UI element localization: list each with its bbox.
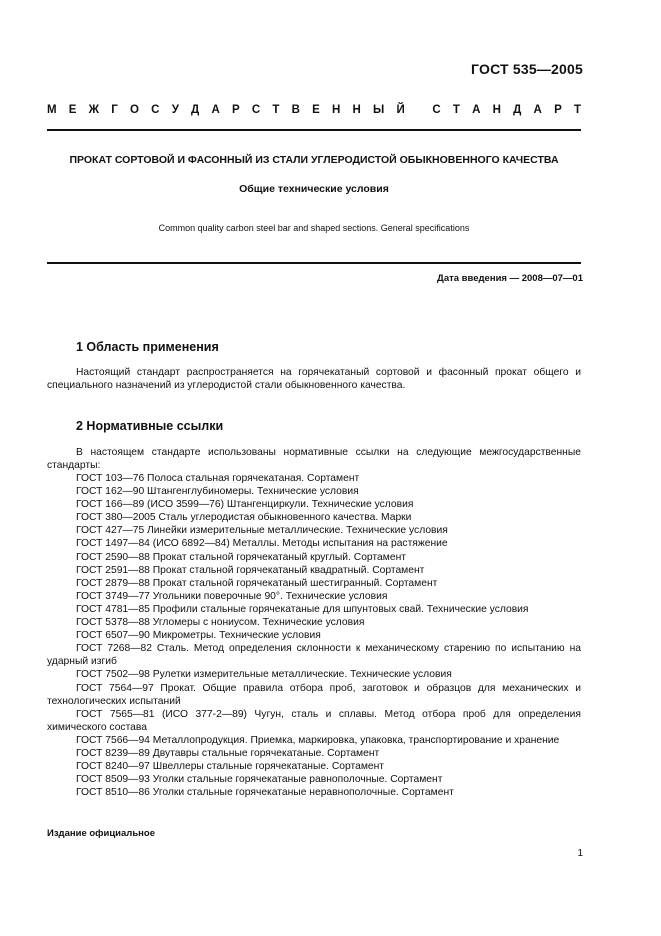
interstate-letter: У — [171, 104, 179, 116]
document-subtitle: Общие технические условия — [239, 183, 389, 195]
reference-item: ГОСТ 8240—97 Швеллеры стальные горячекатаные. Сортамент — [76, 761, 385, 773]
reference-item: ГОСТ 427—75 Линейки измерительные металлические. Технические условия — [76, 525, 448, 537]
introduction-date: Дата введения — 2008—07—01 — [437, 273, 583, 284]
references-intro-paragraph: В настоящем стандарте использованы нормативные ссылки на следующие межгосударственные стандарты: — [47, 447, 581, 471]
interstate-letter: Ы — [373, 104, 385, 116]
reference-item: ГОСТ 162—90 Штангенглубиномеры. Технические условия — [76, 486, 359, 498]
reference-item: ГОСТ 8510—86 Уголки стальные горячекатаные неравнополочные. Сортамент — [76, 787, 454, 799]
interstate-letter: Т — [272, 104, 280, 116]
reference-item: ГОСТ 7502—98 Рулетки измерительные металлические. Технические условия — [76, 669, 452, 681]
bottom-rule — [47, 262, 581, 264]
interstate-letter: Р — [231, 104, 240, 116]
interstate-letter: Н — [492, 104, 501, 116]
reference-item: ГОСТ 7565—81 (ИСО 377-2—89) Чугун, сталь и сплавы. Метод отбора проб для определения химического состава — [47, 708, 581, 733]
interstate-letter: М — [47, 104, 57, 116]
interstate-letter: В — [291, 104, 300, 116]
interstate-standard-label — [47, 104, 581, 116]
references-list — [47, 472, 581, 799]
reference-item: ГОСТ 2590—88 Прокат стальной горячекатаный круглый. Сортамент — [76, 551, 406, 563]
interstate-letter: А — [533, 104, 542, 116]
interstate-letter: Е — [312, 104, 320, 116]
interstate-letter: Д — [191, 104, 200, 116]
interstate-letter: Н — [352, 104, 361, 116]
interstate-letter: С — [151, 104, 160, 116]
reference-item: ГОСТ 4781—85 Профили стальные горячекатаные для шпунтовых свай. Технические условия — [76, 603, 529, 615]
interstate-letter: С — [432, 104, 441, 116]
reference-item: ГОСТ 7566—94 Металлопродукция. Приемка, маркировка, упаковка, транспортирование и хранение — [76, 734, 560, 746]
interstate-letter: А — [211, 104, 220, 116]
interstate-letter: Д — [513, 104, 522, 116]
scope-paragraph: Настоящий стандарт распространяется на горячекатаный сортовой и фасонный прокат общего и специального назначений из углеродистой стали обыкновенного качества. — [47, 367, 581, 391]
reference-item: ГОСТ 8509—93 Уголки стальные горячекатаные равнополочные. Сортамент — [76, 774, 443, 786]
interstate-letter: С — [251, 104, 261, 116]
reference-item: ГОСТ 103—76 Полоса стальная горячекатаная. Сортамент — [76, 473, 360, 484]
interstate-letter: Ж — [88, 104, 100, 116]
interstate-letter: А — [472, 104, 481, 116]
reference-item: ГОСТ 3749—77 Угольники поверочные 90°. Технические условия — [76, 590, 388, 602]
interstate-gap — [417, 104, 420, 116]
interstate-letter: Г — [111, 104, 118, 116]
top-rule — [47, 129, 581, 131]
interstate-letter: Н — [331, 104, 341, 116]
page-number: 1 — [577, 848, 583, 859]
reference-item: ГОСТ 8239—89 Двутавры стальные горячекатаные. Сортамент — [76, 747, 380, 759]
reference-item: ГОСТ 7564—97 Прокат. Общие правила отбора проб, заготовок и образцов для механических и технологических испытаний — [47, 682, 581, 707]
reference-item: ГОСТ 5378—88 Угломеры с нониусом. Технические условия — [76, 617, 365, 629]
reference-item: ГОСТ 6507—90 Микрометры. Технические условия — [76, 630, 321, 642]
reference-item: ГОСТ 7268—82 Сталь. Метод определения склонности к механическому старению по испытанию на ударный изгиб — [47, 643, 581, 668]
interstate-letter: Е — [68, 104, 77, 116]
reference-item: ГОСТ 380—2005 Сталь углеродистая обыкновенного качества. Марки — [76, 512, 412, 524]
interstate-letter: Й — [396, 104, 405, 116]
interstate-letter: О — [130, 104, 139, 116]
reference-item: ГОСТ 2879—88 Прокат стальной горячекатаный шестигранный. Сортамент — [76, 577, 438, 589]
interstate-letter: Р — [554, 104, 562, 116]
reference-item: ГОСТ 2591—88 Прокат стальной горячекатаный квадратный. Сортамент — [76, 564, 425, 576]
section-heading-references: 2 Нормативные ссылки — [76, 419, 224, 433]
document-title: ПРОКАТ СОРТОВОЙ И ФАСОННЫЙ ИЗ СТАЛИ УГЛЕРОДИСТОЙ ОБЫКНОВЕННОГО КАЧЕСТВА — [69, 154, 559, 166]
document-code: ГОСТ 535—2005 — [471, 61, 583, 77]
english-title: Common quality carbon steel bar and shaped sections. General specifications — [158, 223, 470, 233]
interstate-letter: Т — [573, 104, 581, 116]
reference-item: ГОСТ 1497—84 (ИСО 6892—84) Металлы. Методы испытания на растяжение — [76, 538, 448, 550]
section-heading-scope: 1 Область применения — [76, 340, 219, 354]
interstate-letter: Т — [452, 104, 460, 116]
reference-item: ГОСТ 166—89 (ИСО 3599—76) Штангенциркули. Технические условия — [76, 499, 414, 511]
official-edition-label: Издание официальное — [47, 828, 155, 839]
